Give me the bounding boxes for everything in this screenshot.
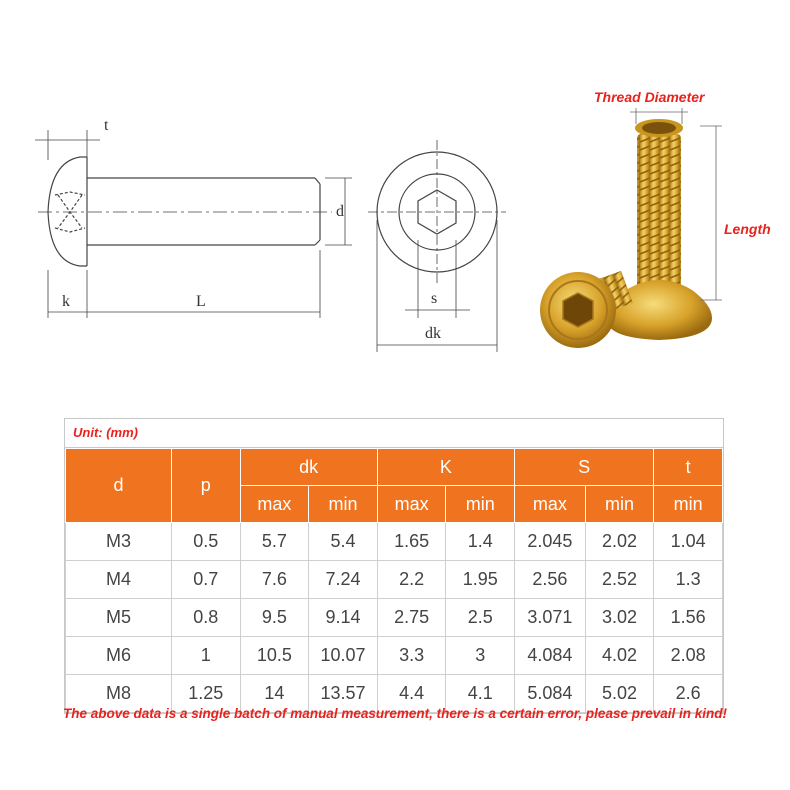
subheader-k-min: min [446,486,515,523]
disclaimer-text: The above data is a single batch of manual measurement, there is a certain error, please prevail in kind! [63,706,727,721]
table-cell: 1.65 [377,523,446,561]
table-cell: 2.6 [654,675,723,713]
subheader-t-min: min [654,486,723,523]
table-cell: 5.4 [309,523,378,561]
table-cell: M8 [66,675,172,713]
table-cell: 2.56 [515,561,586,599]
side-view [35,130,352,318]
table-cell: M6 [66,637,172,675]
table-cell: 1.4 [446,523,515,561]
table-row [66,599,723,637]
table-cell: 7.24 [309,561,378,599]
table-cell: 3.02 [585,599,654,637]
subheader-s-max: max [515,486,586,523]
table-cell: 0.8 [171,599,240,637]
table-cell: 3.3 [377,637,446,675]
table-cell: 1.3 [654,561,723,599]
table-cell: 10.07 [309,637,378,675]
table-cell: 2.045 [515,523,586,561]
table-cell: 4.4 [377,675,446,713]
subheader-k-max: max [377,486,446,523]
table-cell: 2.52 [585,561,654,599]
header-s: S [515,449,654,486]
dim-dk-label: dk [425,325,441,342]
table-cell: 2.08 [654,637,723,675]
table-cell: 0.7 [171,561,240,599]
table-cell: 9.5 [240,599,309,637]
subheader-dk-max: max [240,486,309,523]
table-cell: 5.02 [585,675,654,713]
table-cell: 2.2 [377,561,446,599]
dim-t-label: t [104,117,109,134]
table-cell: 7.6 [240,561,309,599]
table-cell: 1.56 [654,599,723,637]
header-p: p [171,449,240,523]
table-cell: 2.75 [377,599,446,637]
table-cell: 3.071 [515,599,586,637]
dimensions-table [65,448,723,713]
table-cell: 1.25 [171,675,240,713]
table-cell: 1 [171,637,240,675]
subheader-dk-min: min [309,486,378,523]
header-dk: dk [240,449,377,486]
table-cell: 4.02 [585,637,654,675]
table-cell: 2.5 [446,599,515,637]
table-row [66,561,723,599]
header-t: t [654,449,723,486]
table-cell: 14 [240,675,309,713]
spec-table [64,418,724,714]
table-cell: 1.95 [446,561,515,599]
length-label: Length [724,221,771,237]
header-k: K [377,449,514,486]
table-cell: M4 [66,561,172,599]
dim-d-label: d [336,203,344,220]
table-cell: 2.02 [585,523,654,561]
thread-diameter-label: Thread Diameter [594,89,705,105]
subheader-s-min: min [585,486,654,523]
dim-L-label: L [196,293,206,310]
table-cell: M5 [66,599,172,637]
table-cell: 10.5 [240,637,309,675]
unit-label: Unit: (mm) [65,419,723,448]
table-cell: 4.1 [446,675,515,713]
table-cell: 5.7 [240,523,309,561]
header-d: d [66,449,172,523]
table-cell: 3 [446,637,515,675]
table-cell: 4.084 [515,637,586,675]
table-row [66,523,723,561]
front-view [368,140,506,352]
table-cell: 9.14 [309,599,378,637]
dim-s-label: s [431,290,438,307]
table-cell: M3 [66,523,172,561]
dim-k-label: k [62,293,70,310]
table-cell: 0.5 [171,523,240,561]
table-row [66,637,723,675]
table-cell: 1.04 [654,523,723,561]
table-cell: 13.57 [309,675,378,713]
table-cell: 5.084 [515,675,586,713]
